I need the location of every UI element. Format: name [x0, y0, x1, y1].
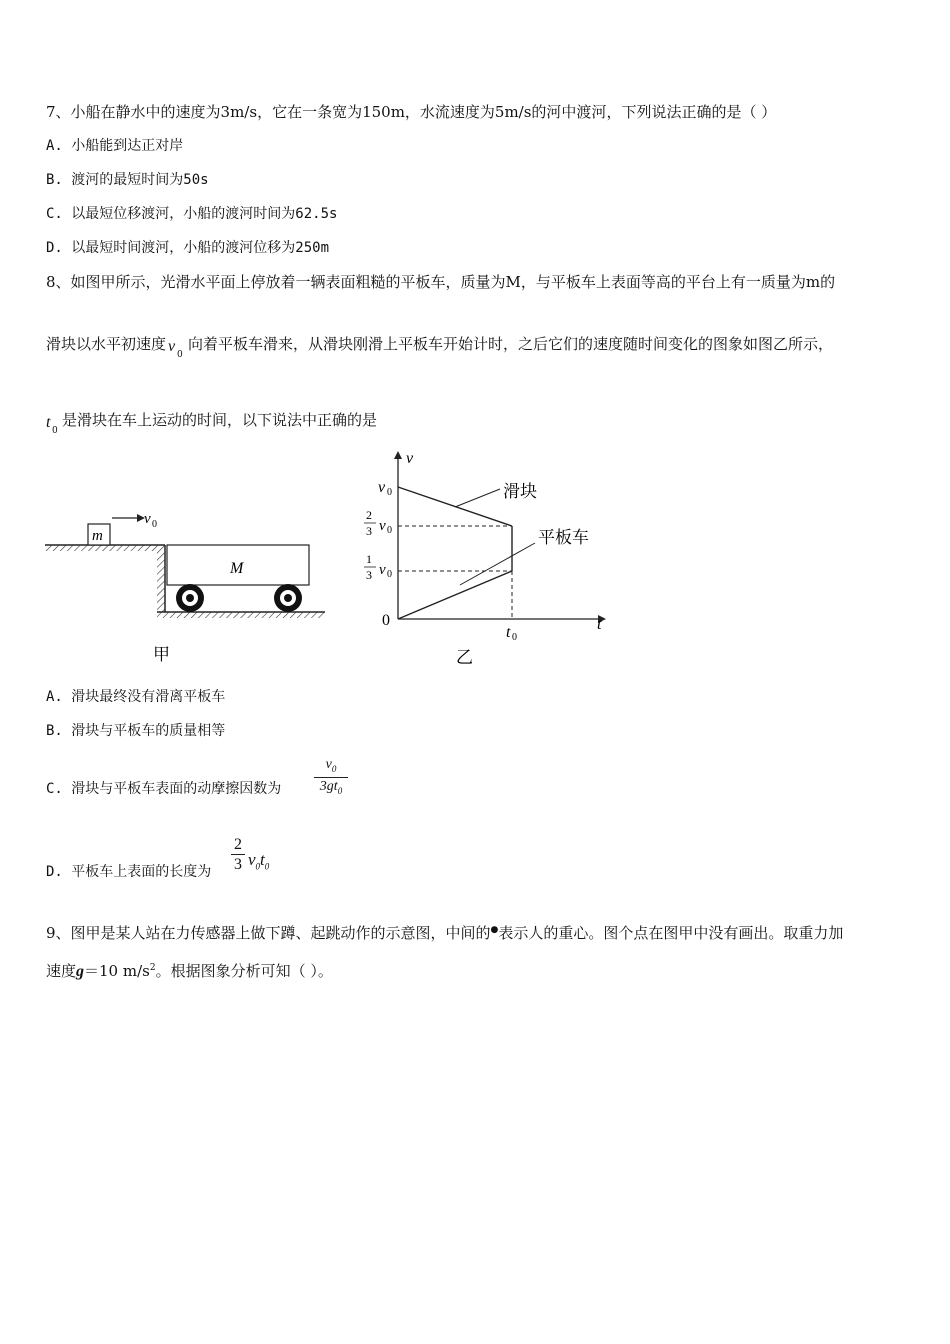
caption-jia: 甲 — [153, 645, 170, 665]
q7-stem: 7、小船在静水中的速度为3m/s，它在一条宽为150m，水流速度为5m/s的河中渡河，下列说法正确的是（ ） — [46, 103, 777, 121]
svg-text:0: 0 — [152, 519, 157, 530]
q7-option-b: B. 渡河的最短时间为50s — [46, 172, 209, 188]
q8-option-c-fraction: $\frac{v_0}{3gt_0}$ — [314, 757, 348, 800]
q8-stem-line2-b: 向着平板车滑来，从滑块刚滑上平板车开始计时，之后它们的速度随时间变化的图象如图乙所示， — [188, 335, 834, 353]
cart-label: M — [230, 560, 244, 577]
center-of-mass-dot-icon: ● — [490, 925, 499, 935]
q8-stem-line2-a: 滑块以水平初速度 — [46, 335, 167, 353]
tick-one-third-num: 1 — [366, 552, 372, 566]
tick-v0: v — [378, 479, 386, 496]
q9-stem-line2: 速度g＝10 $m/s^2$。根据图象分析可知（ ）。 — [46, 962, 333, 980]
svg-text:v: v — [379, 562, 386, 578]
block-label: m — [92, 528, 103, 544]
label-block: 滑块 — [503, 482, 537, 502]
svg-text:0: 0 — [387, 525, 392, 536]
svg-text:3: 3 — [366, 568, 372, 582]
figure-jia — [40, 500, 340, 670]
q8-option-d-fraction: $\frac{2}{3}$ — [231, 836, 245, 875]
axis-x-label: t — [597, 616, 602, 633]
q8-option-c: C. 滑块与平板车表面的动摩擦因数为 — [46, 781, 282, 797]
tick-t0: t — [506, 624, 511, 641]
q8-option-d: D. 平板车上表面的长度为 — [46, 864, 212, 880]
q8-stem-line2: 滑块以水平初速度 v 0 向着平板车滑来，从滑块刚滑上平板车开始计时，之后它们的速度随时间变化的图象如图乙所示， — [46, 335, 834, 360]
arrow-v-label: v — [144, 511, 151, 527]
svg-text:0: 0 — [512, 632, 517, 643]
line-cart — [398, 571, 512, 619]
q8-option-b: B. 滑块与平板车的质量相等 — [46, 723, 226, 739]
q9-stem-line1: 9、图甲是某人站在力传感器上做下蹲、起跳动作的示意图，中间的●表示人的重心。图个点在图甲中没有画出。取重力加 — [46, 924, 844, 942]
origin-label: 0 — [382, 612, 390, 629]
q8-stem-line3: t 0 是滑块在车上运动的时间，以下说法中正确的是 — [46, 411, 378, 436]
q8-option-d-expr: $v_0t_0$ — [248, 850, 270, 872]
q7-option-a: A. 小船能到达正对岸 — [46, 138, 184, 154]
q8-option-a: A. 滑块最终没有滑离平板车 — [46, 689, 226, 705]
svg-text:0: 0 — [387, 569, 392, 580]
figure-yi — [360, 445, 620, 675]
svg-text:0: 0 — [387, 487, 392, 498]
svg-text:3: 3 — [366, 524, 372, 538]
q7-option-c: C. 以最短位移渡河，小船的渡河时间为62.5s — [46, 206, 338, 222]
q7-option-d: D. 以最短时间渡河，小船的渡河位移为250m — [46, 240, 329, 256]
axis-y-label: v — [406, 450, 414, 467]
label-cart: 平板车 — [538, 528, 589, 548]
svg-text:v: v — [379, 518, 386, 534]
tick-two-thirds-num: 2 — [366, 508, 372, 522]
q8-stem-line1: 8、如图甲所示，光滑水平面上停放着一辆表面粗糙的平板车，质量为M，与平板车上表面等高的平台上有一质量为m的 — [46, 273, 836, 291]
caption-yi: 乙 — [456, 648, 473, 668]
